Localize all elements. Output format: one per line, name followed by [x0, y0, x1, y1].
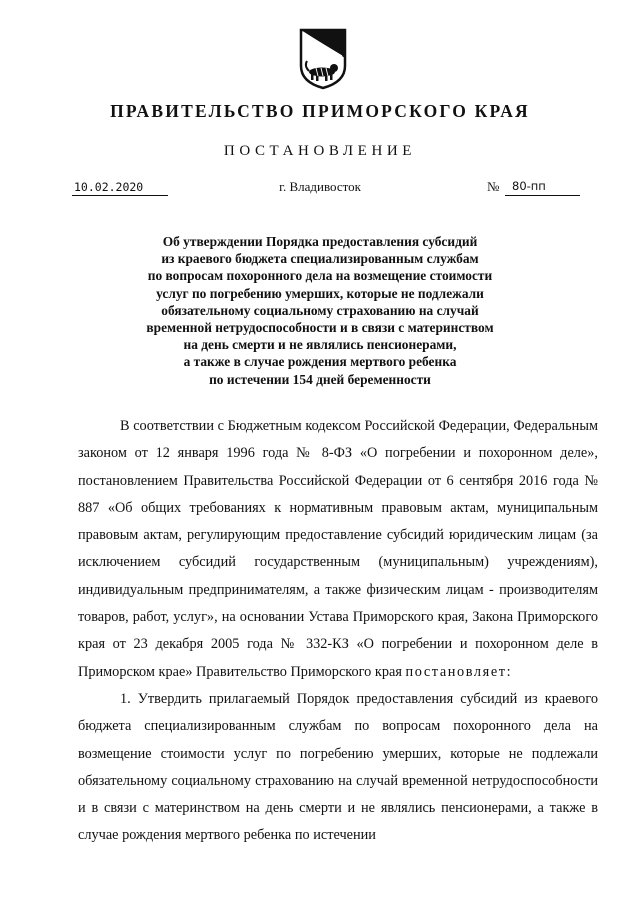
- coat-of-arms-emblem: [298, 28, 348, 90]
- decree-word: постановляет:: [405, 663, 513, 680]
- heading-line: из краевого бюджета специализированным службам: [161, 251, 479, 267]
- heading-line: временной нетрудоспособности и в связи с материнством: [146, 320, 494, 336]
- heading-line: а также в случае рождения мертвого ребенка: [183, 354, 457, 370]
- government-title: ПРАВИТЕЛЬСТВО ПРИМОРСКОГО КРАЯ: [110, 101, 530, 121]
- document-city: г. Владивосток: [279, 179, 361, 194]
- number-underline: [505, 195, 580, 196]
- date-underline: [72, 195, 168, 196]
- heading-line: Об утверждении Порядка предоставления субсидий: [162, 234, 478, 249]
- heading-line: по истечении 154 дней беременности: [209, 371, 431, 387]
- heading-line: обязательному социальному страхованию на случай: [161, 302, 479, 318]
- number-sign: №: [487, 179, 500, 194]
- heading-line: услуг по погребению умерших, которые не подлежали: [156, 285, 484, 301]
- preamble-paragraph: [78, 413, 598, 686]
- document-type: ПОСТАНОВЛЕНИЕ: [223, 143, 417, 159]
- heading-line: на день смерти и не являлись пенсионерами,: [183, 337, 457, 353]
- heading-line: по вопросам похоронного дела на возмещение стоимости: [147, 268, 493, 284]
- document-number: 80-пп: [512, 179, 546, 193]
- document-date: 10.02.2020: [74, 180, 144, 194]
- preamble-text: В соответствии с Бюджетным кодексом Российской Федерации, Федеральным законом от 12 января 1996 года № 8-ФЗ «О погребении и похоронном деле», постановлением Правительства Российской Федерации от 6 сентября 2016 года № 887 «Об общих требованиях к нормативным правовым актам, муниципальным правовым актам, регулирующим предоставление субсидий юридическим лицам (за исключением субсидий государственным (муниципальным) учреждениям), индивидуальным предпринимателям, а также физическим лицам - производителям товаров, работ, услуг», на основании Устава Приморского края, Закона Приморского края от 23 декабря 2005 года № 332-КЗ «О погребении и похоронном деле в Приморском крае» Правительство Приморского края: [78, 418, 598, 680]
- document-heading: [100, 233, 540, 388]
- document-body: [78, 413, 598, 850]
- item-1-paragraph: 1. Утвердить прилагаемый Порядок предоставления субсидий из краевого бюджета специализированным службам по вопросам похоронного дела на возмещение стоимости услуг по погребению умерших, которые не подлежали обязательному социальному страхованию на случай временной нетрудоспособности и в связи с материнством на день смерти и не являлись пенсионерами, а также в случае рождения мертвого ребенка по истечении: [78, 690, 598, 844]
